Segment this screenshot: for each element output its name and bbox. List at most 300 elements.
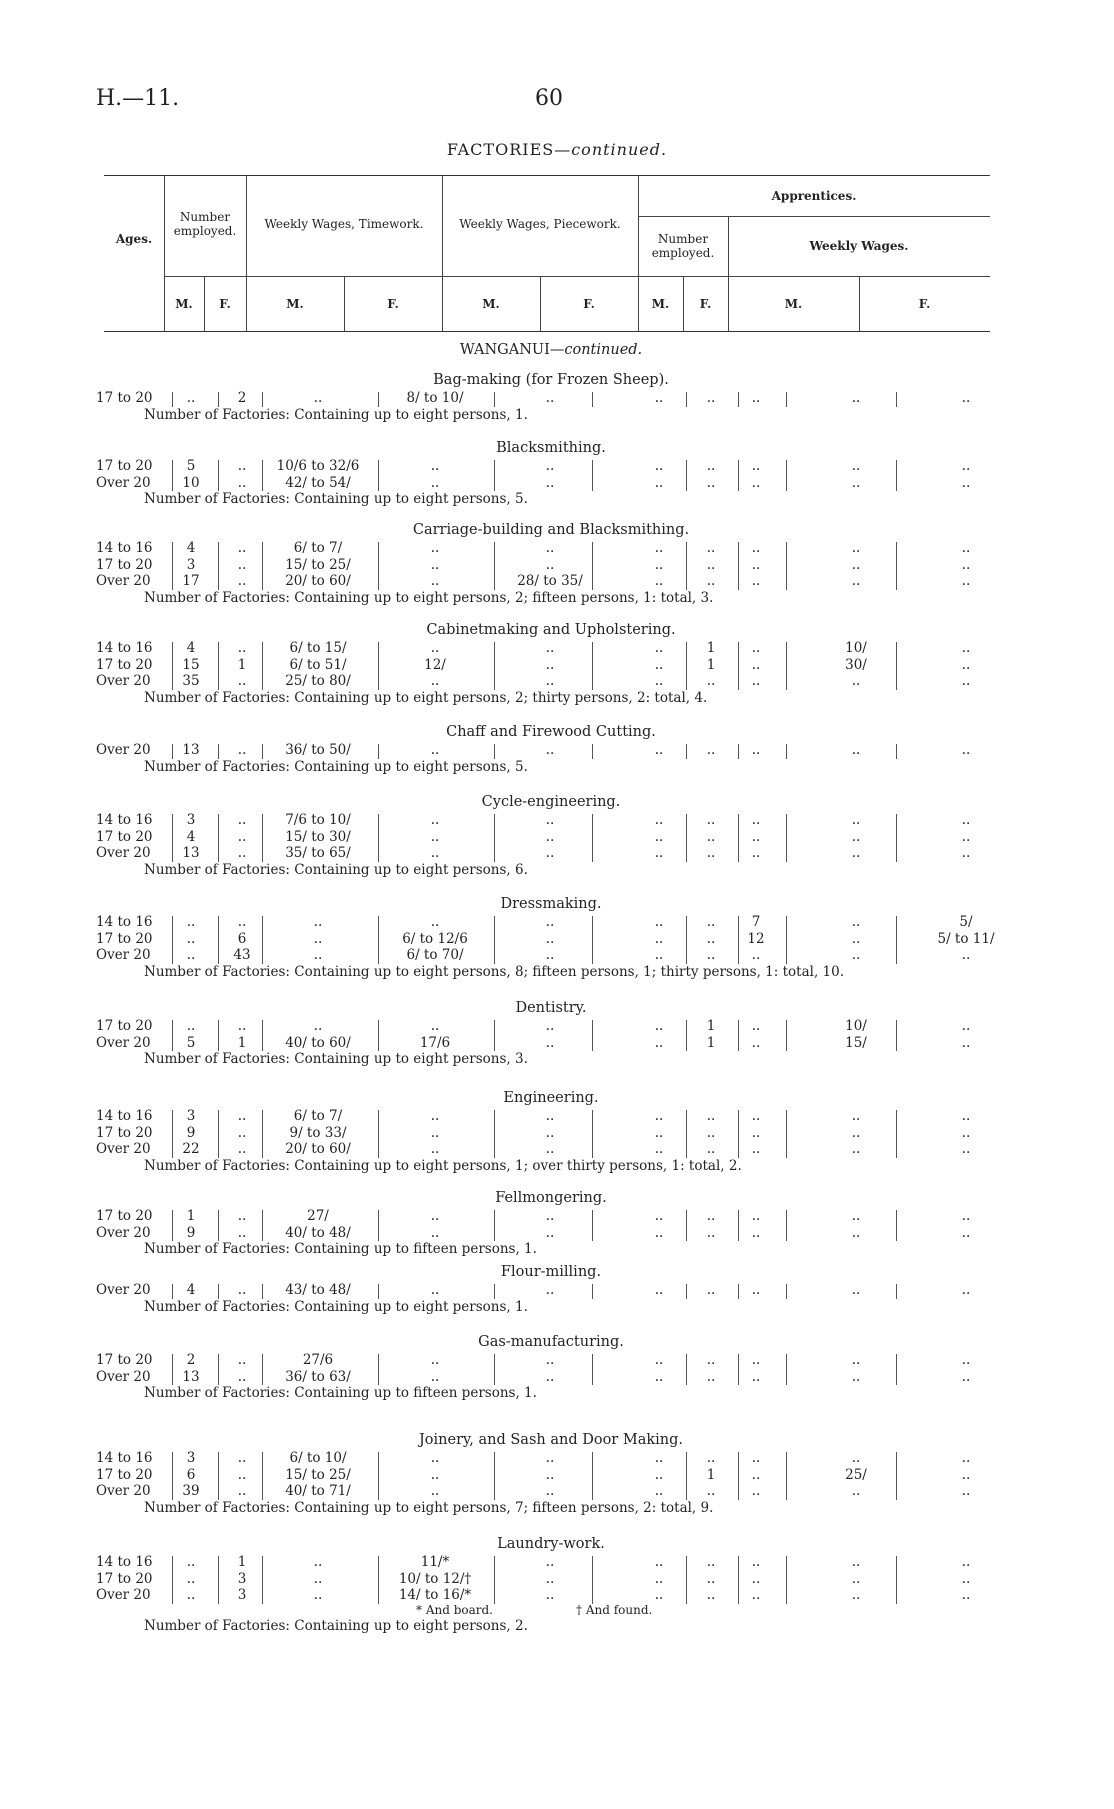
page-title: FACTORIES—continued. <box>446 140 668 159</box>
column-rule <box>494 1354 495 1385</box>
column-rule <box>378 1210 379 1241</box>
table-cell: .. <box>706 947 716 963</box>
table-cell: 6 <box>186 1466 196 1483</box>
table-cell: .. <box>751 540 761 556</box>
column-rule <box>786 1284 787 1299</box>
table-cell: Over 20 <box>96 1483 151 1499</box>
table-cell: .. <box>430 1208 440 1224</box>
table-cell: .. <box>654 828 664 845</box>
table-cell: .. <box>961 1483 971 1499</box>
table-cell: 15/ <box>845 1034 867 1051</box>
table-cell: .. <box>961 1554 971 1570</box>
column-rule <box>378 1110 379 1158</box>
table-cell: 40/ to 71/ <box>285 1483 351 1499</box>
table-cell: .. <box>961 812 971 828</box>
table-cell: .. <box>313 914 323 930</box>
column-rule <box>172 916 173 964</box>
section-summary: Number of Factories: Containing up to eight persons, 2. <box>144 1617 528 1634</box>
table-cell: 2 <box>237 390 247 406</box>
table-cell: .. <box>545 1108 555 1124</box>
table-cell: .. <box>961 640 971 656</box>
table-cell: .. <box>654 812 664 828</box>
table-cell: .. <box>961 556 971 573</box>
section-summary: Number of Factories: Containing up to fifteen persons, 1. <box>144 1241 537 1257</box>
table-cell: .. <box>654 930 664 947</box>
table-cell: .. <box>654 845 664 861</box>
table-cell: .. <box>430 1224 440 1241</box>
table-cell: .. <box>706 742 716 758</box>
column-rule <box>738 642 739 690</box>
table-cell: 43/ to 48/ <box>285 1282 351 1298</box>
table-cell: .. <box>237 1141 247 1157</box>
table-cell: 25/ <box>845 1466 867 1483</box>
table-cell: 13 <box>182 845 200 861</box>
section-summary: Number of Factories: Containing up to eight persons, 2; fifteen persons, 1: total, 3. <box>144 589 714 606</box>
table-cell: 7/6 to 10/ <box>285 812 351 828</box>
table-cell: .. <box>751 1141 761 1157</box>
table-cell: .. <box>961 573 971 589</box>
sub-f: F. <box>583 296 595 311</box>
column-rule <box>786 1020 787 1051</box>
table-cell: .. <box>961 845 971 861</box>
table-cell: .. <box>961 1450 971 1466</box>
table-cell: .. <box>706 1224 716 1241</box>
section-summary: Number of Factories: Containing up to eight persons, 5. <box>144 758 528 775</box>
table-cell: .. <box>237 1124 247 1141</box>
table-cell: .. <box>751 1483 761 1499</box>
table-cell: 12/ <box>424 656 446 673</box>
table-cell: 10/ <box>845 1018 867 1034</box>
table-cell: .. <box>237 573 247 589</box>
column-rule <box>686 1210 687 1241</box>
table-cell: .. <box>545 914 555 930</box>
table-cell: 17 to 20 <box>96 1018 153 1034</box>
column-rule <box>218 1020 219 1051</box>
sub-m: M. <box>286 296 304 311</box>
table-cell: .. <box>751 1208 761 1224</box>
column-rule <box>738 1556 739 1604</box>
table-cell: .. <box>706 930 716 947</box>
table-cell: .. <box>751 1224 761 1241</box>
table-cell: .. <box>961 947 971 963</box>
col-number-employed: Number employed. <box>173 209 237 238</box>
table-cell: 5/ to 11/ <box>937 930 995 947</box>
table-cell: .. <box>751 640 761 656</box>
table-cell: 6/ to 7/ <box>293 540 343 556</box>
column-rule <box>378 744 379 759</box>
column-rule <box>786 916 787 964</box>
table-cell: .. <box>706 1570 716 1587</box>
table-cell: 14 to 16 <box>96 1108 153 1124</box>
table-cell: Over 20 <box>96 1034 151 1051</box>
table-cell: .. <box>706 1208 716 1224</box>
section-title: Laundry-work. <box>497 1536 605 1552</box>
table-cell: Over 20 <box>96 742 151 758</box>
table-cell: 43 <box>233 947 251 963</box>
column-rule <box>896 1354 897 1385</box>
table-cell: .. <box>706 556 716 573</box>
table-cell: .. <box>313 930 323 947</box>
table-cell: 6/ to 15/ <box>289 640 347 656</box>
table-cell: .. <box>654 640 664 656</box>
table-cell: .. <box>545 1282 555 1298</box>
table-row <box>96 1282 1006 1299</box>
column-rule <box>218 1210 219 1241</box>
table-row <box>96 1587 1006 1604</box>
column-rule <box>218 1354 219 1385</box>
table-cell: Over 20 <box>96 947 151 963</box>
table-row <box>96 1125 1006 1142</box>
column-rule <box>218 1452 219 1500</box>
section-title: Engineering. <box>503 1090 599 1106</box>
col-weekly-timework: Weekly Wages, Timework. <box>264 216 424 231</box>
table-cell: .. <box>961 1208 971 1224</box>
table-cell: .. <box>751 947 761 963</box>
column-rule <box>494 916 495 964</box>
section-title: Joinery, and Sash and Door Making. <box>418 1432 683 1448</box>
document-reference: H.—11. <box>96 86 180 111</box>
sub-f: F. <box>387 296 399 311</box>
table-cell: .. <box>851 458 861 474</box>
table-cell: .. <box>654 1587 664 1603</box>
table-cell: .. <box>751 1466 761 1483</box>
table-cell: .. <box>654 914 664 930</box>
table-cell: .. <box>545 845 555 861</box>
table-row <box>96 1571 1006 1588</box>
table-cell: .. <box>186 1554 196 1570</box>
column-rule <box>592 916 593 964</box>
table-cell: 20/ to 60/ <box>285 573 351 589</box>
table-cell: .. <box>751 845 761 861</box>
table-cell: 17 to 20 <box>96 930 153 947</box>
table-cell: .. <box>751 742 761 758</box>
column-rule <box>262 1452 263 1500</box>
table-cell: .. <box>237 1282 247 1298</box>
table-cell: .. <box>851 1554 861 1570</box>
table-cell: .. <box>706 673 716 689</box>
table-cell: .. <box>961 656 971 673</box>
table-cell: 6/ to 51/ <box>289 656 347 673</box>
table-cell: .. <box>751 390 761 406</box>
column-rule <box>592 1210 593 1241</box>
table-cell: .. <box>654 1224 664 1241</box>
table-cell: 3 <box>237 1587 247 1603</box>
table-cell: .. <box>430 812 440 828</box>
table-cell: .. <box>706 828 716 845</box>
table-cell: .. <box>706 812 716 828</box>
column-rule <box>172 542 173 590</box>
table-cell: .. <box>545 656 555 673</box>
table-cell: .. <box>706 390 716 406</box>
table-cell: .. <box>430 1368 440 1385</box>
table-cell: .. <box>313 390 323 406</box>
table-cell: .. <box>545 1018 555 1034</box>
table-cell: .. <box>430 845 440 861</box>
column-rule <box>738 392 739 407</box>
column-rule <box>686 542 687 590</box>
column-rule <box>172 642 173 690</box>
table-cell: 4 <box>186 540 196 556</box>
column-rule <box>378 1020 379 1051</box>
table-cell: 17 to 20 <box>96 1570 153 1587</box>
table-cell: .. <box>545 1124 555 1141</box>
table-cell: Over 20 <box>96 573 151 589</box>
table-cell: 6/ to 10/ <box>289 1450 347 1466</box>
table-row <box>96 1369 1006 1386</box>
table-cell: 17 to 20 <box>96 656 153 673</box>
table-cell: .. <box>654 1570 664 1587</box>
column-rule <box>218 460 219 491</box>
table-row <box>96 829 1006 846</box>
section-title: Bag-making (for Frozen Sheep). <box>433 372 669 388</box>
table-cell: .. <box>751 573 761 589</box>
column-rule <box>378 1284 379 1299</box>
table-cell: .. <box>751 1124 761 1141</box>
column-rule <box>686 1110 687 1158</box>
column-rule <box>218 916 219 964</box>
column-rule <box>592 542 593 590</box>
column-rule <box>378 1452 379 1500</box>
section-title: Cabinetmaking and Upholstering. <box>426 622 676 638</box>
col-ages: Ages. <box>115 231 153 246</box>
column-rule <box>494 1284 495 1299</box>
table-cell: .. <box>313 1554 323 1570</box>
table-cell: .. <box>751 556 761 573</box>
column-rule <box>494 1020 495 1051</box>
table-cell: .. <box>654 1368 664 1385</box>
table-cell: .. <box>654 1466 664 1483</box>
table-cell: 9 <box>186 1124 196 1141</box>
table-cell: .. <box>186 1018 196 1034</box>
table-cell: .. <box>545 640 555 656</box>
column-rule <box>592 1020 593 1051</box>
table-cell: .. <box>961 673 971 689</box>
table-cell: .. <box>961 390 971 406</box>
table-cell: .. <box>313 947 323 963</box>
table-row <box>96 1450 1006 1467</box>
table-cell: 42/ to 54/ <box>285 474 351 491</box>
table-cell: .. <box>237 640 247 656</box>
table-cell: 14 to 16 <box>96 812 153 828</box>
column-rule <box>262 1284 263 1299</box>
table-cell: .. <box>851 1587 861 1603</box>
table-row <box>96 1467 1006 1484</box>
column-rule <box>896 642 897 690</box>
table-cell: .. <box>851 1352 861 1368</box>
column-rule <box>218 642 219 690</box>
table-cell: .. <box>961 1108 971 1124</box>
column-rule <box>686 1020 687 1051</box>
table-cell: 28/ to 35/ <box>517 573 583 589</box>
column-rule <box>262 1210 263 1241</box>
column-rule <box>786 1354 787 1385</box>
table-cell: .. <box>430 1483 440 1499</box>
table-cell: .. <box>851 1450 861 1466</box>
footnote: * And board. <box>416 1602 493 1617</box>
column-rule <box>738 460 739 491</box>
table-cell: .. <box>237 1108 247 1124</box>
table-cell: .. <box>430 1108 440 1124</box>
column-rule <box>378 542 379 590</box>
table-cell: 17 to 20 <box>96 1124 153 1141</box>
page-number: 60 <box>535 86 563 111</box>
table-cell: 17 to 20 <box>96 1208 153 1224</box>
table-cell: .. <box>751 1282 761 1298</box>
column-rule <box>172 1452 173 1500</box>
column-rule <box>738 1452 739 1500</box>
table-cell: 17 to 20 <box>96 1466 153 1483</box>
column-rule <box>786 744 787 759</box>
column-rule <box>494 1452 495 1500</box>
table-cell: .. <box>751 1034 761 1051</box>
table-cell: Over 20 <box>96 1587 151 1603</box>
table-cell: .. <box>430 640 440 656</box>
column-rule <box>686 814 687 862</box>
table-cell: .. <box>706 914 716 930</box>
column-rule <box>218 1556 219 1604</box>
table-cell: .. <box>430 540 440 556</box>
column-rule <box>592 1284 593 1299</box>
table-cell: 25/ to 80/ <box>285 673 351 689</box>
table-cell: .. <box>961 1368 971 1385</box>
table-row <box>96 1208 1006 1225</box>
section-summary: Number of Factories: Containing up to eight persons, 1. <box>144 1298 528 1315</box>
table-row <box>96 1035 1006 1052</box>
section-summary: Number of Factories: Containing up to eight persons, 3. <box>144 1051 528 1067</box>
table-cell: .. <box>545 1368 555 1385</box>
table-cell: .. <box>313 1570 323 1587</box>
table-cell: .. <box>237 1208 247 1224</box>
table-cell: .. <box>545 1224 555 1241</box>
table-cell: .. <box>961 1141 971 1157</box>
table-cell: 39 <box>182 1483 200 1499</box>
table-cell: 10 <box>182 474 200 491</box>
table-cell: .. <box>430 1450 440 1466</box>
table-cell: .. <box>654 474 664 491</box>
table-cell: .. <box>851 540 861 556</box>
table-row <box>96 557 1006 574</box>
column-rule <box>686 1556 687 1604</box>
table-cell: .. <box>706 845 716 861</box>
table-cell: .. <box>430 828 440 845</box>
column-rule <box>172 1110 173 1158</box>
table-cell: Over 20 <box>96 1282 151 1298</box>
table-cell: 35 <box>182 673 200 689</box>
table-cell: .. <box>654 656 664 673</box>
column-rule <box>218 744 219 759</box>
col-weekly-piecework: Weekly Wages, Piecework. <box>459 216 621 231</box>
table-cell: .. <box>961 458 971 474</box>
column-rule <box>686 1284 687 1299</box>
table-row <box>96 1108 1006 1125</box>
column-rule <box>738 542 739 590</box>
column-rule <box>262 1556 263 1604</box>
table-cell: 13 <box>182 1368 200 1385</box>
table-cell: 1 <box>706 1034 716 1051</box>
table-cell: 1 <box>706 1018 716 1034</box>
section-title: Dentistry. <box>515 1000 587 1016</box>
column-rule <box>896 1110 897 1158</box>
column-rule <box>592 392 593 407</box>
column-rule <box>218 1110 219 1158</box>
table-cell: .. <box>751 474 761 491</box>
column-rule <box>262 642 263 690</box>
table-cell: .. <box>961 1224 971 1241</box>
column-rule <box>172 814 173 862</box>
table-cell: 27/6 <box>302 1352 334 1368</box>
table-cell: .. <box>654 1450 664 1466</box>
table-cell: .. <box>545 1554 555 1570</box>
col-app-wages: Weekly Wages. <box>809 239 909 253</box>
table-cell: .. <box>851 1141 861 1157</box>
table-cell: 17 <box>182 573 200 589</box>
column-rule <box>786 1210 787 1241</box>
column-rule <box>262 460 263 491</box>
table-cell: .. <box>706 1483 716 1499</box>
column-rule <box>494 1110 495 1158</box>
sub-m: M. <box>651 296 670 311</box>
table-cell: .. <box>654 1554 664 1570</box>
table-cell: 6/ to 70/ <box>406 947 464 963</box>
table-cell: .. <box>851 573 861 589</box>
table-cell: .. <box>654 1141 664 1157</box>
column-rule <box>592 1110 593 1158</box>
table-cell: 1 <box>237 1034 247 1051</box>
table-row <box>96 1483 1006 1500</box>
table-cell: .. <box>654 1124 664 1141</box>
table-cell: .. <box>961 1124 971 1141</box>
table-row <box>96 458 1006 475</box>
column-rule <box>494 460 495 491</box>
table-cell: .. <box>751 1108 761 1124</box>
table-row <box>96 947 1006 964</box>
table-cell: .. <box>430 573 440 589</box>
table-cell: 9/ to 33/ <box>289 1124 347 1141</box>
table-cell: .. <box>237 845 247 861</box>
table-cell: .. <box>751 1018 761 1034</box>
footnote: † And found. <box>576 1602 653 1617</box>
table-cell: .. <box>751 1352 761 1368</box>
table-cell: 36/ to 63/ <box>285 1368 351 1385</box>
table-row <box>96 914 1006 931</box>
table-cell: Over 20 <box>96 845 151 861</box>
table-row <box>96 1018 1006 1035</box>
table-cell: .. <box>706 474 716 491</box>
column-rule <box>738 1110 739 1158</box>
table-cell: .. <box>654 540 664 556</box>
table-cell: .. <box>654 1282 664 1298</box>
table-cell: .. <box>430 1018 440 1034</box>
table-row <box>96 1225 1006 1242</box>
column-rule <box>896 542 897 590</box>
table-cell: .. <box>237 1018 247 1034</box>
table-cell: 27/ <box>307 1208 329 1224</box>
table-cell: 3 <box>186 1108 196 1124</box>
column-rule <box>786 1452 787 1500</box>
table-cell: .. <box>237 1466 247 1483</box>
table-cell: .. <box>654 573 664 589</box>
column-rule <box>896 1210 897 1241</box>
section-title: Chaff and Firewood Cutting. <box>446 724 656 740</box>
table-cell: .. <box>706 1554 716 1570</box>
column-rule <box>172 744 173 759</box>
table-cell: .. <box>851 1208 861 1224</box>
column-rule <box>262 916 263 964</box>
table-cell: .. <box>706 1368 716 1385</box>
column-rule <box>494 392 495 407</box>
table-cell: .. <box>654 673 664 689</box>
column-rule <box>686 460 687 491</box>
